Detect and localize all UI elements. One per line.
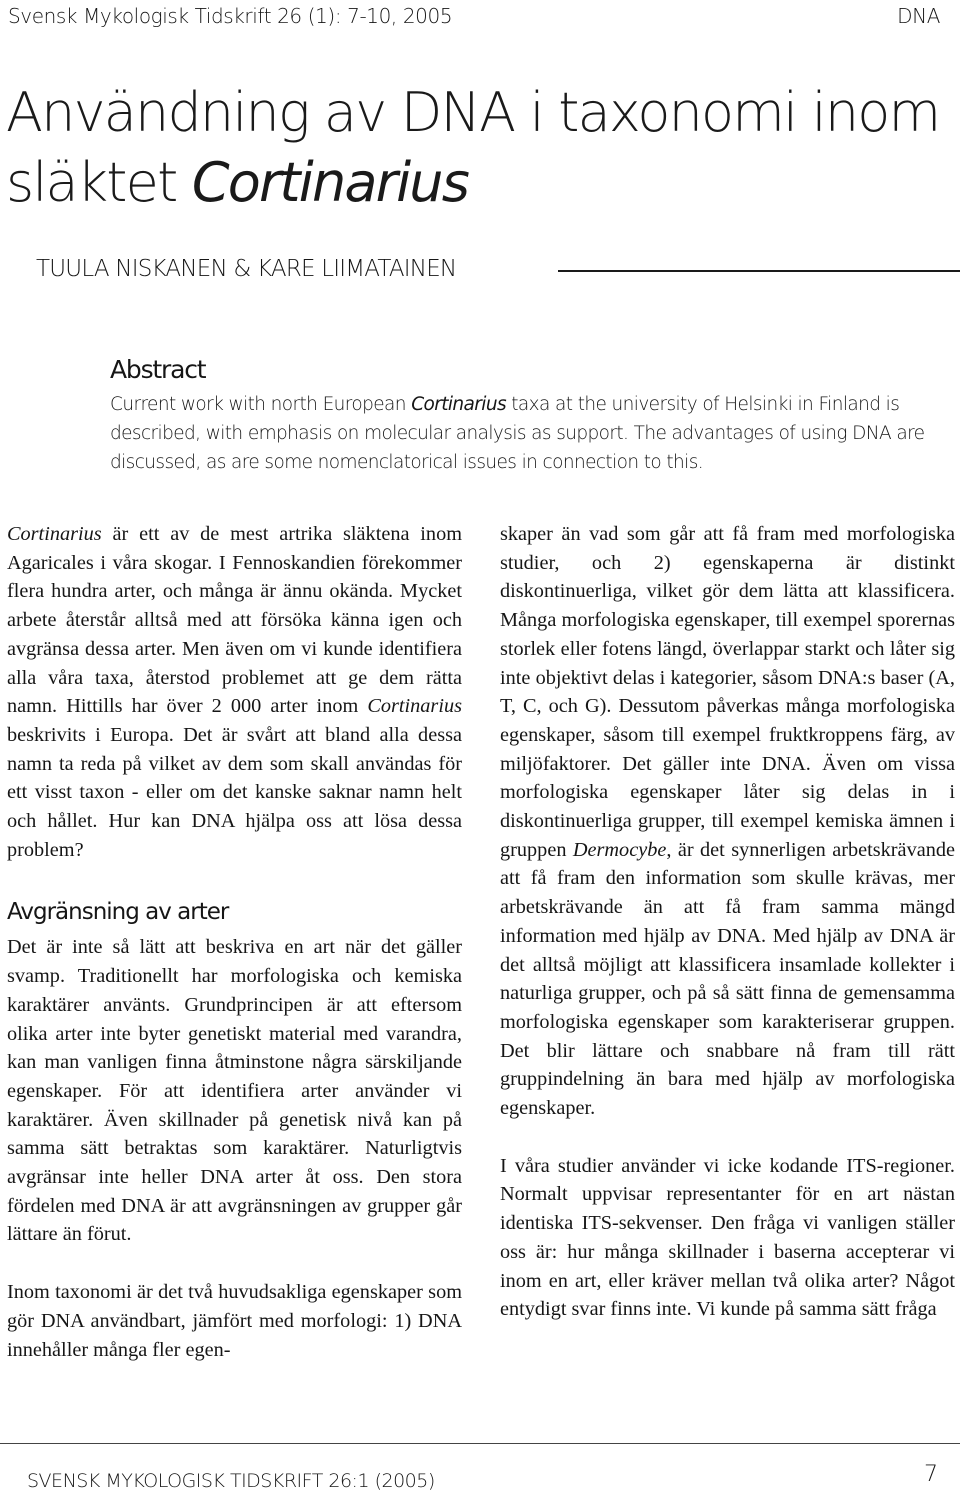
abstract-genus: Cortinarius	[411, 394, 506, 415]
section-paragraph-1: Det är inte så lätt att beskriva en art när det gäller svamp. Traditionellt har morfologiska och kemiska karaktärer använts. Grundprincipen är att eftersom olika arter inte byter genetiskt material med varandra, kan man vanligen finna åtminstone några särskiljande egenskaper. För att identifiera arter använder vi karaktärer. Även skillnader på genetisk nivå kan på samma sätt betraktas som karaktärer. Naturligtvis avgränsar inte heller DNA arter åt oss. Den stora fördelen med DNA är att avgränsningen av grupper går lättare än förut.	[7, 936, 462, 1246]
intro-genus-1: Cortinarius	[7, 523, 102, 545]
abstract-text	[110, 390, 960, 477]
right-paragraph-2: I våra studier använder vi icke kodande ITS-regioner. Normalt uppvisar representanter för en art nästan identiska ITS-sekvenser. Den fråga vi vanligen ställer oss är: hur många skillnader i baserna accepterar vi inom en art, eller kräver mellan två olika arter? Något entydigt svar finns inte. Vi kunde på samma sätt fråga	[500, 1154, 955, 1321]
intro-text-1: är ett av de mest artrika släktena inom Agaricales i våra skogar. I Fennoskandien förekommer flera hundra arter, och många är ännu okända. Mycket arbete återstår alltså med att försöka känna igen och avgränsa dessa arter. Men även om vi kunde identifiera alla våra taxa, återstod problemet att ge dem rätta namn. Hittills har över 2 000 arter inom	[7, 523, 462, 718]
intro-paragraph	[7, 520, 462, 864]
footer-rule	[0, 1443, 960, 1444]
title-line-2-prefix: släktet	[6, 151, 192, 214]
authors: TUULA NISKANEN & KARE LIIMATAINEN	[36, 256, 457, 282]
intro-text-2: beskrivits i Europa. Det är svårt att bland alla dessa namn ta reda på vilket av dem som skall användas för ett visst taxon - eller om det kanske saknar namn helt och hållet. Hur kan DNA hjälpa oss att lösa dessa problem?	[7, 723, 462, 861]
footer-journal: SVENSK MYKOLOGISK TIDSKRIFT 26:1 (2005)	[27, 1470, 435, 1492]
section-heading: Avgränsning av arter	[7, 899, 229, 926]
article-title	[6, 78, 946, 218]
journal-citation: Svensk Mykologisk Tidskrift 26 (1): 7-10, 2005	[8, 4, 453, 28]
right-column	[500, 520, 955, 1324]
author-rule	[558, 270, 960, 272]
abstract-text-part1: Current work with north European	[110, 394, 412, 415]
abstract-text-part2: taxa at the university of Helsinki in Finland is described, with emphasis on molecular analysis as support. The advantages of using DNA are discussed, as are some nomenclatorical issues in connection to this.	[110, 394, 925, 473]
running-head	[8, 4, 940, 34]
abstract	[110, 354, 960, 477]
title-line-1: Användning av DNA i taxonomi inom	[6, 81, 940, 144]
right-text-2: , är det synnerligen arbetskrävande att få fram den information som skulle krävas, mer arbetskrävande än att få fram samma mängd information med hjälp av DNA. Med hjälp av DNA är det alltså möjligt att klassificera insamlade kollekter i naturliga grupper, och på så sätt finna de gemensamma morfologiska egenskaper som karakteriserar gruppen. Det blir lättare och snabbare nå fram till rätt gruppindelning än bara med hjälp av morfologiska egenskaper.	[500, 838, 955, 1120]
page-number: 7	[924, 1462, 938, 1487]
intro-genus-2: Cortinarius	[367, 695, 462, 718]
section-label: DNA	[897, 4, 940, 28]
section-paragraph-2: Inom taxonomi är det två huvudsakliga egenskaper som gör DNA användbart, jämfört med morfologi: 1) DNA innehåller många fler egen-	[7, 1281, 462, 1361]
right-text-1: skaper än vad som går att få fram med morfologiska studier, och 2) egenskaperna är distinkt diskontinuerliga, vilket gör dem lätta att klassificera. Många morfologiska egenskaper, till exempel sporernas storlek eller fotens längd, överlappar starkt och låter sig inte objektivt delas i kategorier, såsom DNA:s baser (A, T, C, och G). Dessutom påverkas många morfologiska egenskaper, såsom till exempel fruktkroppens färg, av miljöfaktorer. Det gäller inte DNA. Även om vissa morfologiska egenskaper låter sig delas in i diskontinuerliga grupper, till exempel kemiska ämnen i gruppen	[500, 523, 955, 861]
right-genus: Dermocybe	[572, 838, 667, 861]
title-genus: Cortinarius	[191, 151, 469, 214]
abstract-heading: Abstract	[110, 355, 206, 384]
right-paragraph-1	[500, 520, 955, 1123]
left-column	[7, 520, 462, 1364]
